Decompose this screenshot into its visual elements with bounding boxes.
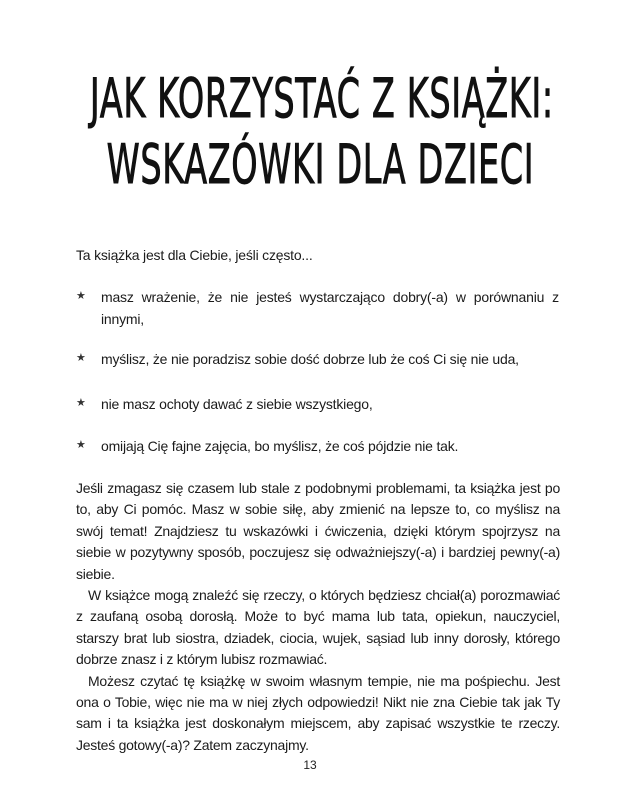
intro-text: Ta książka jest dla Ciebie, jeśli często... [76, 247, 313, 263]
bullet-text: masz wrażenie, że nie jesteś wystarczająco dobry(-a) w porównaniu z innymi, [101, 289, 559, 327]
star-icon: ★ [76, 290, 86, 302]
page-number: 13 [303, 758, 317, 772]
bullet-item [76, 286, 566, 330]
bullet-item [76, 435, 566, 457]
body-text [76, 478, 560, 756]
paragraph: W książce mogą znaleźć się rzeczy, o których będziesz chciał(a) porozmawiać z zaufaną osobą dorosłą. Może to być mama lub tata, opiekun, nauczyciel, starszy brat lub siostra, dziadek, ciocia, wujek, sąsiad lub inny dorosły, którego dobrze znasz i z którym lubisz rozmawiać. [76, 587, 560, 668]
paragraph: Możesz czytać tę książkę w swoim własnym tempie, nie ma pośpiechu. Jest ona o Tobie, więc nie ma w niej złych odpowiedzi! Nikt nie zna Ciebie tak jak Ty sam i ta książka jest doskonałym miejscem, aby zapisać wszystkie te rzeczy. Jesteś gotowy(-a)? Zatem zaczynajmy. [76, 672, 560, 753]
bullet-item [76, 348, 566, 370]
bullet-text: myślisz, że nie poradzisz sobie dość dobrze lub że coś Ci się nie uda, [101, 351, 519, 367]
title-line-2: WSKAZÓWKI DLA DZIECI [106, 133, 535, 196]
page-title [0, 66, 554, 198]
star-icon: ★ [76, 439, 86, 451]
paragraph: Jeśli zmagasz się czasem lub stale z podobnymi problemami, ta książka jest po to, aby Ci pomóc. Masz w sobie siłę, aby zmienić na lepsze to, co myślisz na swój temat! Znajdziesz tu wskazówki i ćwiczenia, dzięki którym spojrzysz na siebie w pozytywny sposób, poczujesz się odważniejszy(-a) i bardziej pewny(-a) siebie. [76, 480, 560, 582]
title-line-1: JAK KORZYSTAĆ Z KSIĄŻKI: [89, 67, 554, 130]
bullet-text: omijają Cię fajne zajęcia, bo myślisz, że coś pójdzie nie tak. [101, 438, 459, 454]
bullet-item [76, 393, 566, 415]
bullet-text: nie masz ochoty dawać z siebie wszystkiego, [101, 396, 373, 412]
star-icon: ★ [76, 352, 86, 364]
star-icon: ★ [76, 397, 86, 409]
